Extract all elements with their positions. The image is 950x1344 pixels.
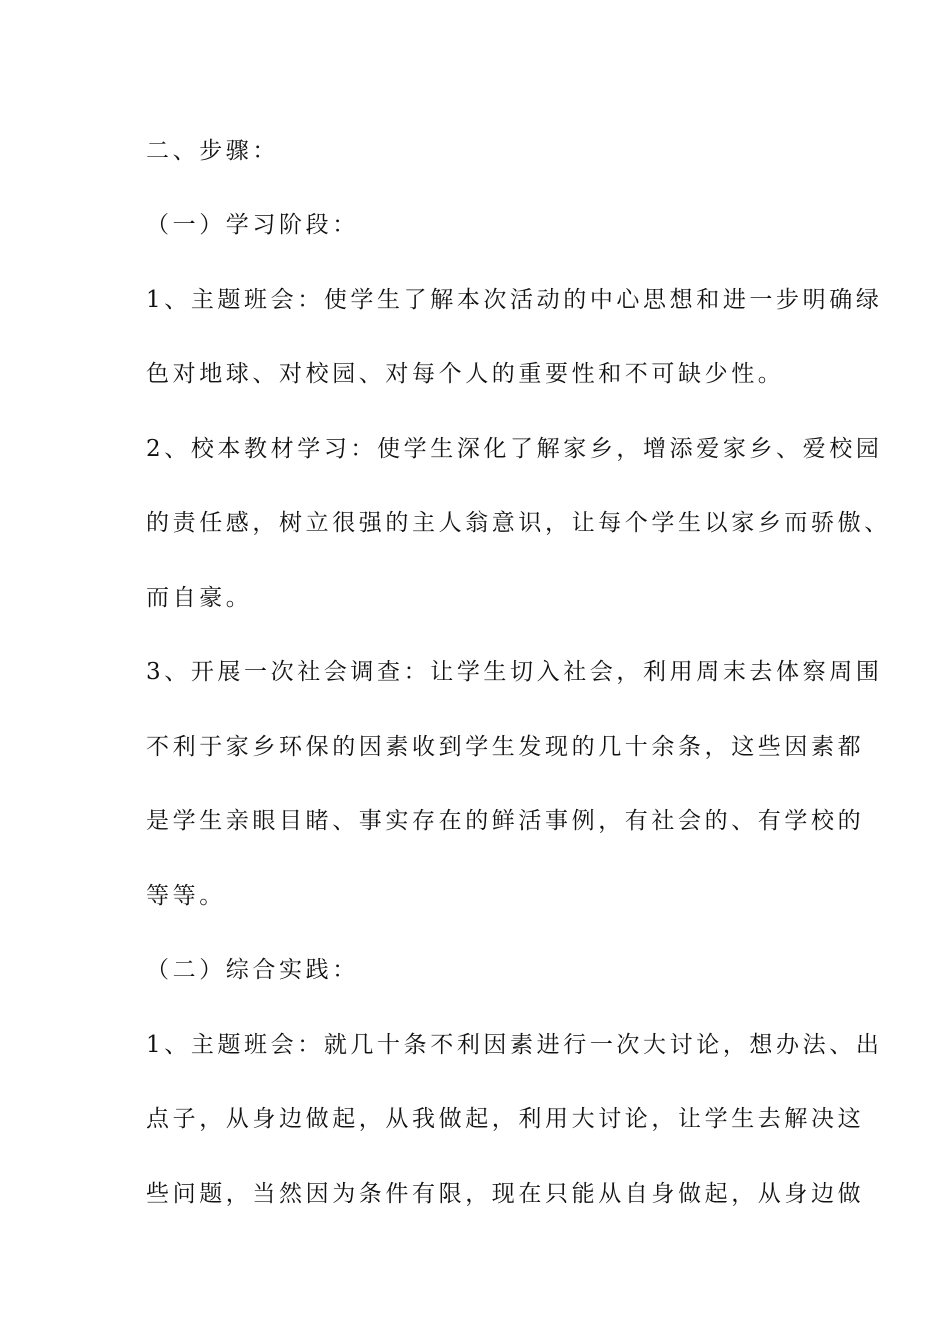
paragraph-line: 点子，从身边做起，从我做起，利用大讨论，让学生去解决这 <box>146 1106 865 1132</box>
paragraph-line: 是学生亲眼目睹、事实存在的鲜活事例，有社会的、有学校的 <box>146 808 865 834</box>
paragraph-line: 些问题，当然因为条件有限，现在只能从自身做起，从身边做 <box>146 1181 865 1207</box>
subheading-practice: （二）综合实践： <box>146 957 359 983</box>
paragraph-line: 3、开展一次社会调查：让学生切入社会，利用周末去体察周围 <box>146 659 883 685</box>
paragraph-line: 色对地球、对校园、对每个人的重要性和不可缺少性。 <box>146 361 785 387</box>
paragraph-line: 1、主题班会：使学生了解本次活动的中心思想和进一步明确绿 <box>146 287 883 313</box>
paragraph-line: 2、校本教材学习：使学生深化了解家乡，增添爱家乡、爱校园 <box>146 436 883 462</box>
paragraph-line: 等等。 <box>146 883 226 909</box>
paragraph-line: 1、主题班会：就几十条不利因素进行一次大讨论，想办法、出 <box>146 1032 883 1058</box>
subheading-study-phase: （一）学习阶段： <box>146 212 359 238</box>
section-heading-steps: 二、步骤： <box>146 138 279 164</box>
paragraph-line: 而自豪。 <box>146 585 253 611</box>
paragraph-line: 的责任感，树立很强的主人翁意识，让每个学生以家乡而骄傲、 <box>146 510 891 536</box>
paragraph-line: 不利于家乡环保的因素收到学生发现的几十余条，这些因素都 <box>146 734 865 760</box>
